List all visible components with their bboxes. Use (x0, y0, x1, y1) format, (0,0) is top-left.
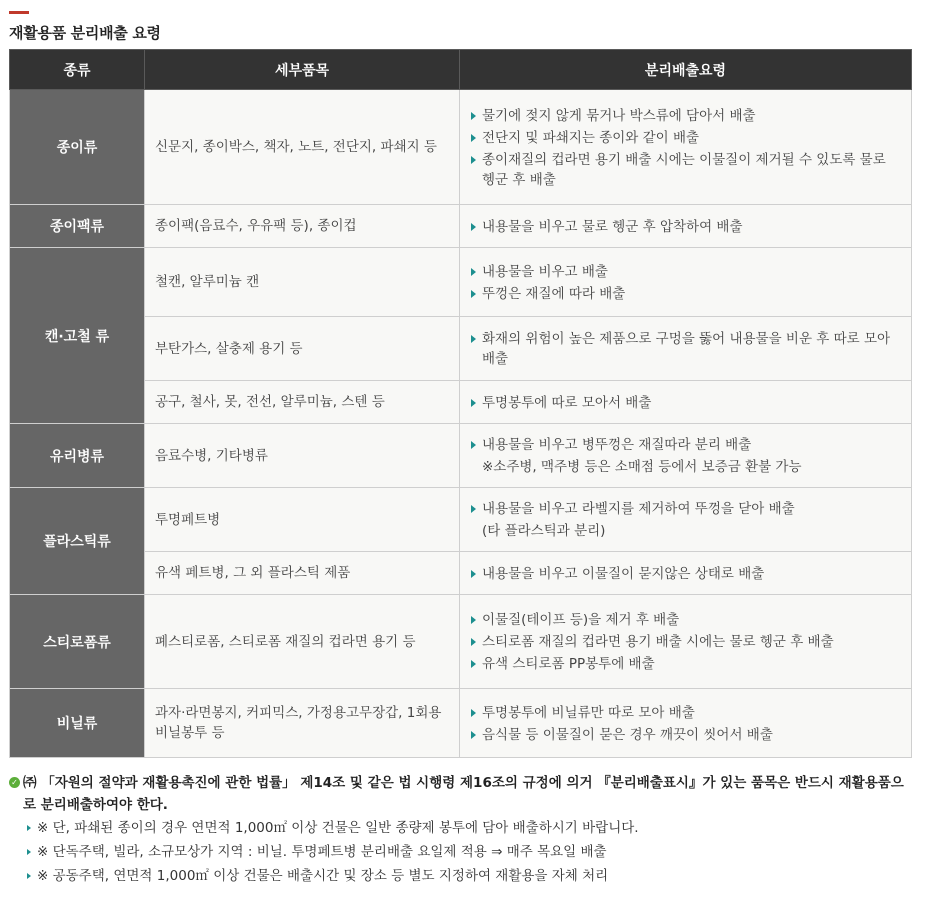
detail-cell: 음료수병, 기타병류 (145, 424, 460, 488)
method-cell (460, 689, 912, 758)
table-row (10, 424, 912, 488)
table-row (10, 552, 912, 595)
header-method: 분리배출요령 (460, 50, 912, 90)
method-cell (460, 90, 912, 205)
method-item: 스티로폼 재질의 컵라면 용기 배출 시에는 물로 헹군 후 배출 (470, 632, 901, 652)
category-cell: 종이팩류 (10, 205, 145, 248)
method-item: 투명봉투에 따로 모아서 배출 (470, 393, 901, 413)
method-item: 음식물 등 이물질이 묻은 경우 깨끗이 씻어서 배출 (470, 725, 901, 745)
method-cell (460, 317, 912, 381)
table-row (10, 488, 912, 552)
method-note: ※소주병, 맥주병 등은 소매점 등에서 보증금 환불 가능 (482, 459, 802, 475)
method-item: 종이재질의 컵라면 용기 배출 시에는 이물질이 제거될 수 있도록 물로 헹군 후 배출 (470, 150, 901, 190)
detail-cell: 공구, 철사, 못, 전선, 알루미늄, 스텐 등 (145, 381, 460, 424)
table-row (10, 248, 912, 317)
method-note: (타 플라스틱과 분리) (482, 523, 606, 539)
detail-cell: 투명페트병 (145, 488, 460, 552)
category-cell: 종이류 (10, 90, 145, 205)
method-cell (460, 205, 912, 248)
method-item: 이물질(테이프 등)을 제거 후 배출 (470, 610, 901, 630)
note-item: ※ 공동주택, 연면적 1,000㎡ 이상 건물은 배출시간 및 장소 등 별도 지정하여 재활용을 자체 처리 (9, 864, 914, 888)
note-item: ※ 단, 파쇄된 종이의 경우 연면적 1,000㎡ 이상 건물은 일반 종량제 봉투에 담아 배출하시기 바랍니다. (9, 816, 914, 840)
table-row (10, 689, 912, 758)
table-row (10, 90, 912, 205)
category-cell: 유리병류 (10, 424, 145, 488)
notes-section (9, 772, 914, 888)
detail-cell: 폐스티로폼, 스티로폼 재질의 컵라면 용기 등 (145, 595, 460, 689)
method-item: 내용물을 비우고 이물질이 묻지않은 상태로 배출 (470, 564, 901, 584)
method-item: 뚜껑은 재질에 따라 배출 (470, 284, 901, 304)
note-item: ※ 단독주택, 빌라, 소규모상가 지역 : 비닐. 투명페트병 분리배출 요일제 적용 ⇒ 매주 목요일 배출 (9, 840, 914, 864)
method-item: 내용물을 비우고 병뚜껑은 재질따라 분리 배출 (470, 435, 901, 455)
method-item: 투명봉투에 비닐류만 따로 모아 배출 (470, 703, 901, 723)
detail-cell: 철캔, 알루미늄 캔 (145, 248, 460, 317)
header-category: 종류 (10, 50, 145, 90)
detail-cell: 과자·라면봉지, 커피믹스, 가정용고무장갑, 1회용 비닐봉투 등 (145, 689, 460, 758)
table-row (10, 317, 912, 381)
method-cell (460, 381, 912, 424)
header-detail: 세부품목 (145, 50, 460, 90)
table-row (10, 381, 912, 424)
method-item: 물기에 젖지 않게 묶거나 박스류에 담아서 배출 (470, 106, 901, 126)
method-item: 내용물을 비우고 라벨지를 제거하여 뚜껑을 닫아 배출 (470, 499, 901, 519)
method-item: 화재의 위험이 높은 제품으로 구멍을 뚫어 내용물을 비운 후 따로 모아 배출 (470, 329, 901, 369)
method-cell (460, 248, 912, 317)
detail-cell: 유색 페트병, 그 외 플라스틱 제품 (145, 552, 460, 595)
method-item: 내용물을 비우고 배출 (470, 262, 901, 282)
method-cell (460, 424, 912, 488)
method-item: 내용물을 비우고 물로 헹군 후 압착하여 배출 (470, 217, 901, 237)
method-cell (460, 552, 912, 595)
method-item: 전단지 및 파쇄지는 종이와 같이 배출 (470, 128, 901, 148)
category-cell: 캔·고철 류 (10, 248, 145, 424)
category-cell: 스티로폼류 (10, 595, 145, 689)
page-title: 재활용품 분리배출 요령 (9, 24, 161, 42)
method-cell (460, 488, 912, 552)
recycling-guide-table (9, 49, 912, 758)
category-cell: 비닐류 (10, 689, 145, 758)
method-cell (460, 595, 912, 689)
detail-cell: 신문지, 종이박스, 책자, 노트, 전단지, 파쇄지 등 (145, 90, 460, 205)
table-row (10, 595, 912, 689)
detail-cell: 부탄가스, 살충제 용기 등 (145, 317, 460, 381)
table-header-row (10, 50, 912, 90)
check-circle-icon: ✓ (9, 777, 20, 788)
detail-cell: 종이팩(음료수, 우유팩 등), 종이컵 (145, 205, 460, 248)
method-item: 유색 스티로폼 PP봉투에 배출 (470, 654, 901, 674)
category-cell: 플라스틱류 (10, 488, 145, 595)
legal-note (9, 772, 914, 816)
legal-note-text: ㈜ 「자원의 절약과 재활용촉진에 관한 법률」 제14조 및 같은 법 시행령 제16조의 규정에 의거 『분리배출표시』가 있는 품목은 반드시 재활용품으로 분리배출하여야 한다. (23, 775, 904, 813)
title-accent-bar (9, 11, 29, 14)
table-row (10, 205, 912, 248)
